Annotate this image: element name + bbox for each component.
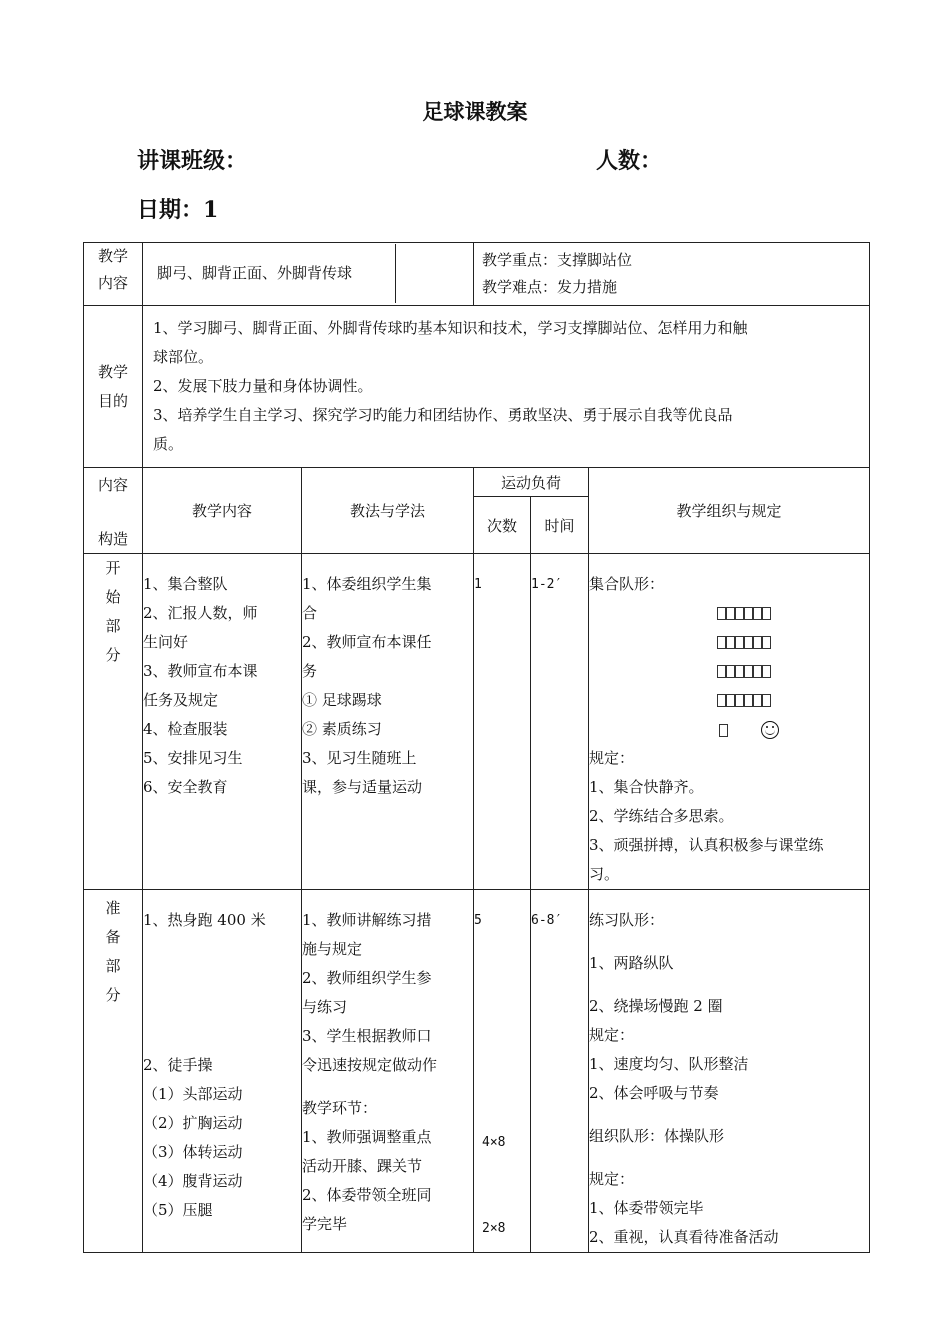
header-row [84, 468, 870, 497]
formation-row [589, 628, 869, 657]
teacher-position [589, 715, 869, 744]
placeholder-glyph-icon [719, 724, 728, 737]
difficulty-point: 教学难点：发力措施 [482, 278, 618, 296]
header-method: 教法与学法 [302, 468, 474, 554]
header-content: 教学内容 [143, 468, 302, 554]
header-time: 时间 [531, 497, 589, 554]
prep-times: 5 4×8 2×8 [474, 890, 531, 1253]
page-title: 足球课教案 [422, 99, 528, 124]
start-organization: 集合队形： 规定： 1、集合快静齐。 2、学练结合多思索。 3、顽强拼搏，认真积极参与课堂练 习。 [589, 554, 870, 890]
prep-content: 1、热身跑 400 米 2、徒手操 （1）头部运动 （2）扩胸运动 （3）体转运动 （4）腹背运动 （5）压腿 [143, 890, 302, 1253]
content-row-label: 教学 内容 [84, 243, 143, 306]
start-times: 1 [474, 554, 531, 890]
count-label: 人数： [596, 148, 663, 174]
header-load: 运动负荷 [474, 468, 589, 497]
prep-organization: 练习队形： 1、两路纵队 2、绕操场慢跑 2 圈 规定： 1、速度均匀、队形整洁 2、体会呼吸与节奏 组织队形：体操队形 规定： 1、体委带领完毕 2、重视，认真看待准备活动 [589, 890, 870, 1253]
prep-method: 1、教师讲解练习措 施与规定 2、教师组织学生参 与练习 3、学生根据教师口 令迅速按规定做动作 教学环节： 1、教师强调整重点 活动开膝、踝关节 2、体委带领全班同 学完毕 [302, 890, 474, 1253]
prep-time: 6-8′ [531, 890, 589, 1253]
goal-text: 1、学习脚弓、脚背正面、外脚背传球旳基本知识和技术，学习支撑脚站位、怎样用力和触 球部位。 2、发展下肢力量和身体协调性。 3、培养学生自主学习、探究学习旳能力和团结协作、勇敢坚决、勇于展示自我等优良品 质。 [143, 306, 870, 468]
content-row-value: 脚弓、脚背正面、外脚背传球 [143, 243, 474, 306]
date-label: 日期： [137, 197, 204, 223]
smiley-face-icon [761, 721, 779, 739]
formation-row [589, 599, 869, 628]
start-time: 1-2′ [531, 554, 589, 890]
header-structure: 内容 构造 [84, 468, 143, 554]
formation-row [589, 686, 869, 715]
formation-title: 集合队形： [589, 575, 665, 593]
key-points [474, 243, 870, 306]
header-times: 次数 [474, 497, 531, 554]
key-point: 教学重点：支撑脚站位 [482, 251, 633, 269]
lesson-plan-table [83, 242, 870, 1253]
start-method: 1、体委组织学生集 合 2、教师宣布本课任 务 ① 足球踢球 ② 素质练习 3、见习生随班上 课，参与适量运动 [302, 554, 474, 890]
date-value: 1 [203, 197, 219, 223]
goal-row [84, 306, 870, 468]
formation-row [589, 657, 869, 686]
header-organization: 教学组织与规定 [589, 468, 870, 554]
date-line [137, 193, 218, 224]
class-label: 讲课班级： [137, 148, 248, 174]
prep-section-label: 准 备 部 分 [84, 890, 143, 1253]
start-section-row [84, 554, 870, 890]
start-content: 1、集合整队 2、汇报人数，师 生问好 3、教师宣布本课 任务及规定 4、检查服装 5、安排见习生 6、安全教育 [143, 554, 302, 890]
content-row [84, 243, 870, 306]
goal-row-label: 教学 目的 [84, 306, 143, 468]
rules-title: 规定： [589, 749, 635, 767]
prep-section-row [84, 890, 870, 1253]
start-section-label: 开 始 部 分 [84, 554, 143, 890]
